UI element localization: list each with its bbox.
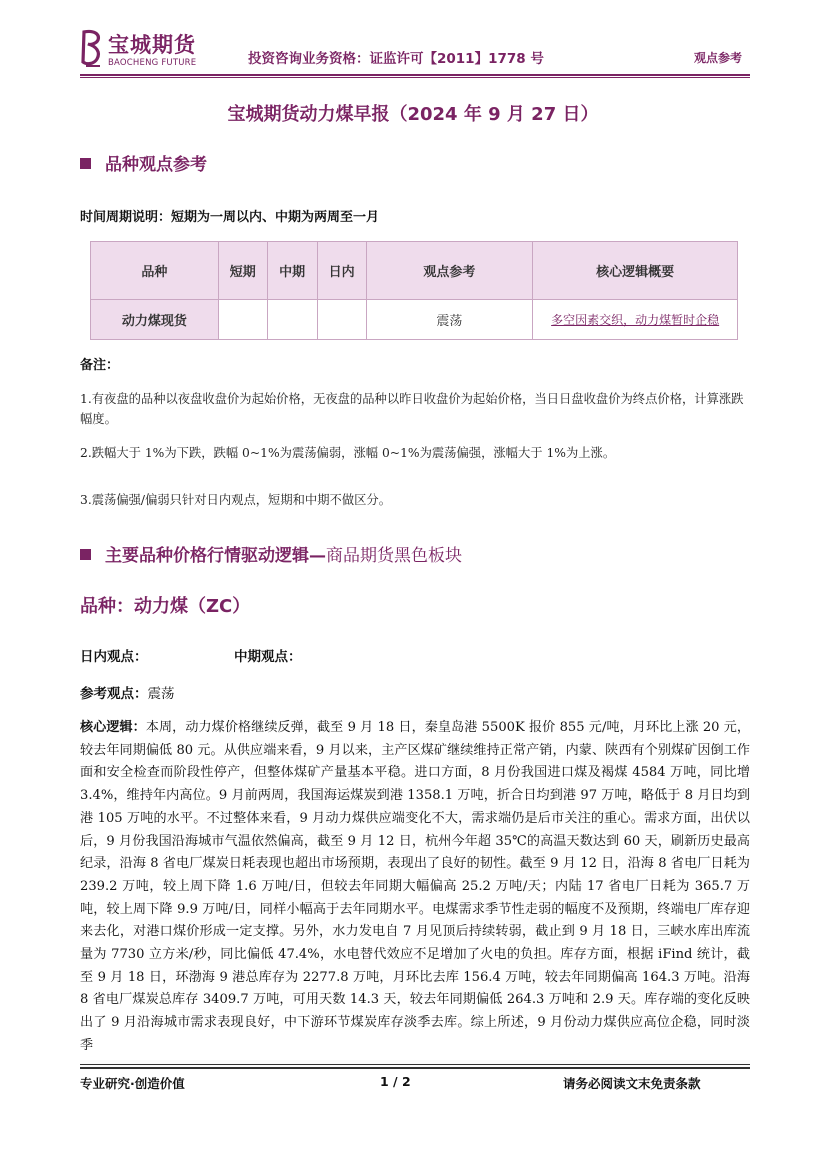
intraday-view: [80, 645, 148, 665]
note-item-2: 2.跌幅大于 1%为下跌，跌幅 0~1%为震荡偏弱，涨幅 0~1%为震荡偏强，涨幅大于 1%为上涨。: [80, 446, 616, 460]
notes-title: 备注：: [80, 358, 120, 373]
logo-english-name: BAOCHENG FUTURE: [108, 58, 197, 68]
note-item-3: 3.震荡偏强/偏弱只针对日内观点，短期和中期不做区分。: [80, 493, 392, 507]
footer-divider-thick: [80, 1067, 750, 1069]
document-title: 宝城期货动力煤早报（2024 年 9 月 27 日）: [227, 104, 599, 125]
intraday-label: 日内观点：: [80, 649, 148, 665]
square-bullet-icon: [80, 158, 91, 169]
license-info: 投资咨询业务资格：证监许可【2011】1778 号: [248, 51, 544, 67]
footer-slogan: 专业研究·创造价值: [80, 1076, 185, 1091]
reference-view: [80, 682, 175, 702]
cell-mid-term: [267, 300, 317, 340]
cell-variety: 动力煤现货: [91, 300, 219, 340]
section-heading-normal-text: 商品期货黑色板块: [326, 546, 462, 566]
company-logo: [80, 28, 210, 74]
header-divider-thin: [80, 77, 750, 78]
section-heading-views: [80, 150, 207, 175]
col-header-intraday: 日内: [317, 242, 366, 300]
col-header-core-logic: 核心逻辑概要: [533, 242, 738, 300]
col-header-variety: 品种: [91, 242, 219, 300]
core-logic-text: 本周，动力煤价格继续反弹，截至 9 月 18 日，秦皇岛港 5500K 报价 855 元/吨，月环比上涨 20 元，较去年同期偏低 80 元。从供应端来看，9 月以来，主产区煤矿继续维持正常产销，内蒙、陕西有个别煤矿因倒工作面和安全检查而阶段性停产，但整体煤矿产量基本平稳。进口方面，8 月份我国进口煤及褐煤 4584 万吨，同比增 3.4%，维持年内高位。9 月前两周，我国海运煤炭到港 1358.1 万吨，折合日均到港 97 万吨，略低于 8 月日均到港 105 万吨的水平。不过整体来看，9 月动力煤供应端变化不大，需求端仍是后市关注的重心。需求方面，出伏以后，9 月份我国沿海城市气温依然偏高，截至 9 月 12 日，杭州今年超 35℃的高温天数达到 60 天，刷新历史最高纪录，沿海 8 省电厂煤炭日耗表现也超出市场预期，表现出了良好的韧性。截至 9 月 12 日，沿海 8 省电厂日耗为 239.2 万吨，较上周下降 1.6 万吨/日，但较去年同期大幅偏高 25.2 万吨/天；内陆 17 省电厂日耗为 365.7 万吨，较上周下降 9.9 万吨/日，同样小幅高于去年同期水平。电煤需求季节性走弱的幅度不及预期，终端电厂库存迎来去化，对港口煤价形成一定支撑。另外，水力发电自 7 月见顶后持续转弱，截止到 9 月 18 日，三峡水库出库流量为 7730 立方米/秒，同比偏低 47.4%，水电替代效应不足增加了火电的负担。库存方面，根据 iFind 统计，截至 9 月 18 日，环渤海 9 港总库存为 2277.8 万吨，月环比去库 156.4 万吨，较去年同期偏高 164.3 万吨。沿海 8 省电厂煤炭总库存 3409.7 万吨，可用天数 14.3 天，较去年同期偏低 264.3 万吨和 2.9 天。库存端的变化反映出了 9 月沿海城市需求表现良好，中下游环节煤炭库存淡季去库。综上所述，9 月份动力煤供应高位企稳，同时淡季: [80, 720, 751, 1053]
section-heading-text: 品种观点参考: [105, 155, 207, 175]
section-heading-bold-text: 主要品种价格行情驱动逻辑—: [105, 546, 326, 566]
midterm-label: 中期观点：: [234, 649, 302, 665]
header-right-label: 观点参考: [694, 51, 743, 65]
page-number: 1 / 2: [380, 1074, 411, 1089]
page-header: [0, 0, 826, 80]
footer-divider: [80, 1064, 750, 1065]
section-heading-drivers: [80, 541, 462, 566]
col-header-view: 观点参考: [366, 242, 533, 300]
table-row: [91, 300, 738, 340]
period-note: 时间周期说明：短期为一周以内、中期为两周至一月: [80, 210, 380, 225]
col-header-short-term: 短期: [218, 242, 267, 300]
cell-view: 震荡: [366, 300, 533, 340]
header-divider: [80, 74, 750, 76]
variety-heading: 品种：动力煤（ZC）: [80, 596, 251, 617]
note-item-1: 1.有夜盘的品种以夜盘收盘价为起始价格，无夜盘的品种以昨日收盘价为起始价格，当日日盘收盘价为终点价格，计算涨跌幅度。: [80, 392, 744, 426]
midterm-view: [234, 645, 302, 665]
reference-value: 震荡: [147, 686, 175, 702]
baocheng-logo-icon: [80, 28, 104, 70]
cell-short-term: [218, 300, 267, 340]
footer-disclaimer-note: 请务必阅读文末免责条款: [563, 1076, 701, 1091]
views-table: [90, 241, 738, 340]
col-header-mid-term: 中期: [267, 242, 317, 300]
reference-label: 参考观点：: [80, 686, 148, 702]
table-header-row: [91, 242, 738, 300]
square-bullet-icon: [80, 549, 91, 560]
cell-intraday: [317, 300, 366, 340]
cell-core-logic-link[interactable]: 多空因素交织，动力煤暂时企稳: [533, 300, 738, 340]
core-logic-paragraph: [80, 717, 750, 1058]
logo-chinese-name: 宝城期货: [108, 33, 196, 57]
core-logic-label: 核心逻辑：: [80, 720, 146, 735]
